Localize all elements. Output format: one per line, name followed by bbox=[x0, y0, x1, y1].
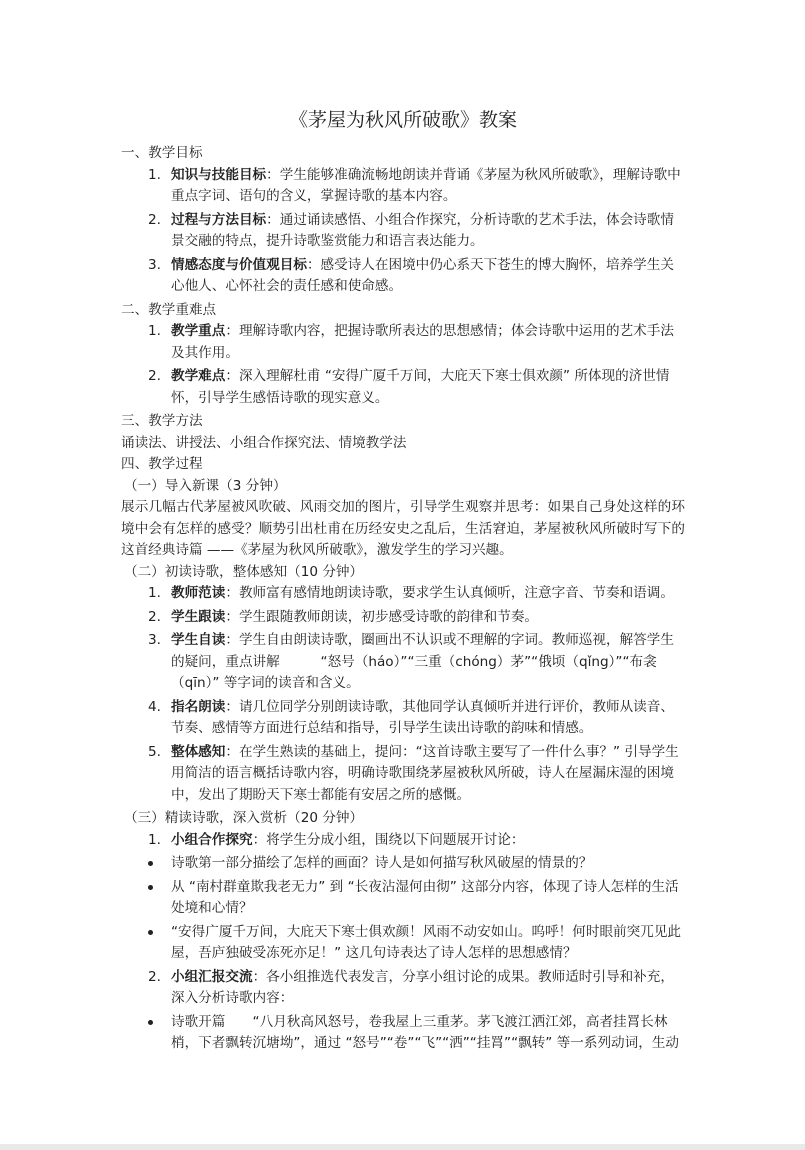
list-item bbox=[121, 366, 685, 409]
list-item bbox=[121, 697, 685, 740]
item-text: ：各小组推选代表发言，分享小组讨论的成果。教师适时引导和补充，深入分析诗歌内容： bbox=[171, 968, 674, 1006]
list-item bbox=[121, 165, 685, 208]
bullet-text: 诗歌第一部分描绘了怎样的画面？诗人是如何描写秋风破屋的情景的？ bbox=[171, 855, 593, 871]
list-item bbox=[121, 321, 685, 364]
subsection-heading: （二）初读诗歌，整体感知（10 分钟） bbox=[124, 563, 364, 580]
section-heading: 一、教学目标 bbox=[121, 145, 203, 161]
bullet-text: “安得广厦千万间，大庇天下寒士俱欢颜！风雨不动安如山。呜呼！何时眼前突兀见此屋，吾庐独破受冻死亦足！” 这几句诗表达了诗人怎样的思想感情？ bbox=[171, 923, 682, 961]
item-label: 指名朗读 bbox=[171, 698, 226, 715]
list-item bbox=[121, 830, 685, 852]
section-heading: 四、教学过程 bbox=[121, 456, 203, 472]
item-label: 过程与方法目标 bbox=[171, 211, 267, 228]
bullet-dot-icon bbox=[148, 1020, 153, 1025]
item-label: 学生自读 bbox=[171, 632, 226, 648]
bullet-item bbox=[121, 1012, 685, 1055]
item-text: ：在学生熟读的基础上，提问：“这首诗歌主要写了一件什么事？” 引导学生用简洁的语言概括诗歌内容，明确诗歌围绕茅屋被秋风所破，诗人在屋漏床湿的困境中，发出了期盼天下寒士都能有安居之所的感慨。 bbox=[171, 743, 679, 803]
bullet-item bbox=[121, 853, 685, 875]
list-item bbox=[121, 607, 685, 629]
item-number: 3. bbox=[148, 632, 161, 648]
bullet-item bbox=[121, 922, 685, 965]
item-label: 教学重点 bbox=[171, 323, 226, 339]
item-number: 1. bbox=[148, 831, 161, 848]
item-text: ：感受诗人在困境中仍心系天下苍生的博大胸怀，培养学生关心他人、心怀社会的责任感和使命感。 bbox=[171, 256, 674, 294]
bullet-item bbox=[121, 877, 685, 920]
item-number: 2. bbox=[148, 608, 161, 625]
item-number: 2. bbox=[148, 968, 161, 985]
list-item bbox=[121, 210, 685, 253]
paragraph: 诵读法、讲授法、小组合作探究法、情境教学法 bbox=[121, 434, 407, 451]
item-label: 小组合作探究 bbox=[171, 831, 253, 848]
item-number: 2. bbox=[148, 211, 161, 228]
item-number: 4. bbox=[148, 698, 161, 715]
item-text: ：通过诵读感悟、小组合作探究，分析诗歌的艺术手法，体会诗歌情景交融的特点，提升诗歌鉴赏能力和语言表达能力。 bbox=[171, 211, 674, 249]
item-label: 学生跟读 bbox=[171, 608, 226, 625]
item-text: ：将学生分成小组，围绕以下问题展开讨论： bbox=[252, 831, 525, 848]
item-label: 知识与技能目标 bbox=[171, 166, 267, 183]
item-number: 1. bbox=[148, 166, 161, 183]
item-label: 小组汇报交流 bbox=[171, 968, 253, 985]
item-number: 5. bbox=[148, 743, 161, 760]
item-text: ：教师富有感情地朗读诗歌，要求学生认真倾听，注意字音、节奏和语调。 bbox=[225, 585, 674, 601]
document-title: 《茅屋为秋风所破歌》教案 bbox=[288, 109, 517, 131]
subsection-heading: （三）精读诗歌，深入赏析（20 分钟） bbox=[124, 810, 364, 826]
item-text: ：请几位同学分别朗读诗歌，其他同学认真倾听并进行评价，教师从读音、节奏、感情等方面进行总结和指导，引导学生读出诗歌的韵味和情感。 bbox=[171, 698, 674, 736]
list-item bbox=[121, 255, 685, 298]
item-text: ：理解诗歌内容，把握诗歌所表达的思想感情；体会诗歌中运用的艺术手法及其作用。 bbox=[171, 323, 674, 361]
section-heading: 二、教学重难点 bbox=[121, 301, 217, 318]
bullet-text: 诗歌开篇 “八月秋高风怒号，卷我屋上三重茅。茅飞渡江洒江郊，高者挂罥长林梢，下者飘转沉塘坳”，通过 “怒号”“卷”“飞”“洒”“挂罥”“飘转” 等一系列动词，生动 bbox=[171, 1013, 680, 1051]
page-bottom-edge bbox=[0, 1144, 805, 1150]
item-number: 1. bbox=[148, 585, 161, 601]
item-text: ：学生自由朗读诗歌，圈画出不认识或不理解的字词。教师巡视，解答学生的疑问，重点讲解 “怒号（háo）”“三重（chóng）茅”“俄顷（qǐng）”“布衾（qīn）” 等字词的读音和含义。 bbox=[171, 632, 674, 691]
bullet-dot-icon bbox=[148, 861, 153, 866]
list-item bbox=[121, 742, 685, 807]
item-text: ：学生跟随教师朗读，初步感受诗歌的韵律和节奏。 bbox=[225, 608, 539, 625]
paragraph: 展示几幅古代茅屋被风吹破、风雨交加的图片，引导学生观察并思考：如果自己身处这样的环境中会有怎样的感受？顺势引出杜甫在历经安史之乱后，生活窘迫，茅屋被秋风所破时写下的这首经典诗篇 ——《茅屋为秋风所破歌》，激发学生的学习兴趣。 bbox=[121, 499, 685, 558]
list-item bbox=[121, 630, 685, 695]
item-text: ：学生能够准确流畅地朗读并背诵《茅屋为秋风所破歌》，理解诗歌中重点字词、语句的含义，掌握诗歌的基本内容。 bbox=[171, 166, 681, 204]
bullet-text: 从 “南村群童欺我老无力” 到 “长夜沾湿何由彻” 这部分内容，体现了诗人怎样的生活处境和心情？ bbox=[171, 878, 679, 916]
item-text: ：深入理解杜甫 “安得广厦千万间，大庇天下寒士俱欢颜” 所体现的济世情怀，引导学生感悟诗歌的现实意义。 bbox=[171, 368, 670, 406]
item-label: 教师范读 bbox=[171, 585, 226, 601]
item-label: 教学难点 bbox=[171, 368, 226, 384]
list-item bbox=[121, 967, 685, 1010]
list-item bbox=[121, 583, 685, 605]
item-label: 情感态度与价值观目标 bbox=[171, 256, 307, 273]
item-label: 整体感知 bbox=[171, 743, 226, 760]
bullet-dot-icon bbox=[148, 885, 153, 890]
item-number: 2. bbox=[148, 368, 161, 384]
section-heading: 三、教学方法 bbox=[121, 413, 203, 429]
item-number: 3. bbox=[148, 256, 161, 273]
subsection-heading: （一）导入新课（3 分钟） bbox=[124, 477, 287, 494]
bullet-dot-icon bbox=[148, 930, 153, 935]
item-number: 1. bbox=[148, 323, 161, 339]
